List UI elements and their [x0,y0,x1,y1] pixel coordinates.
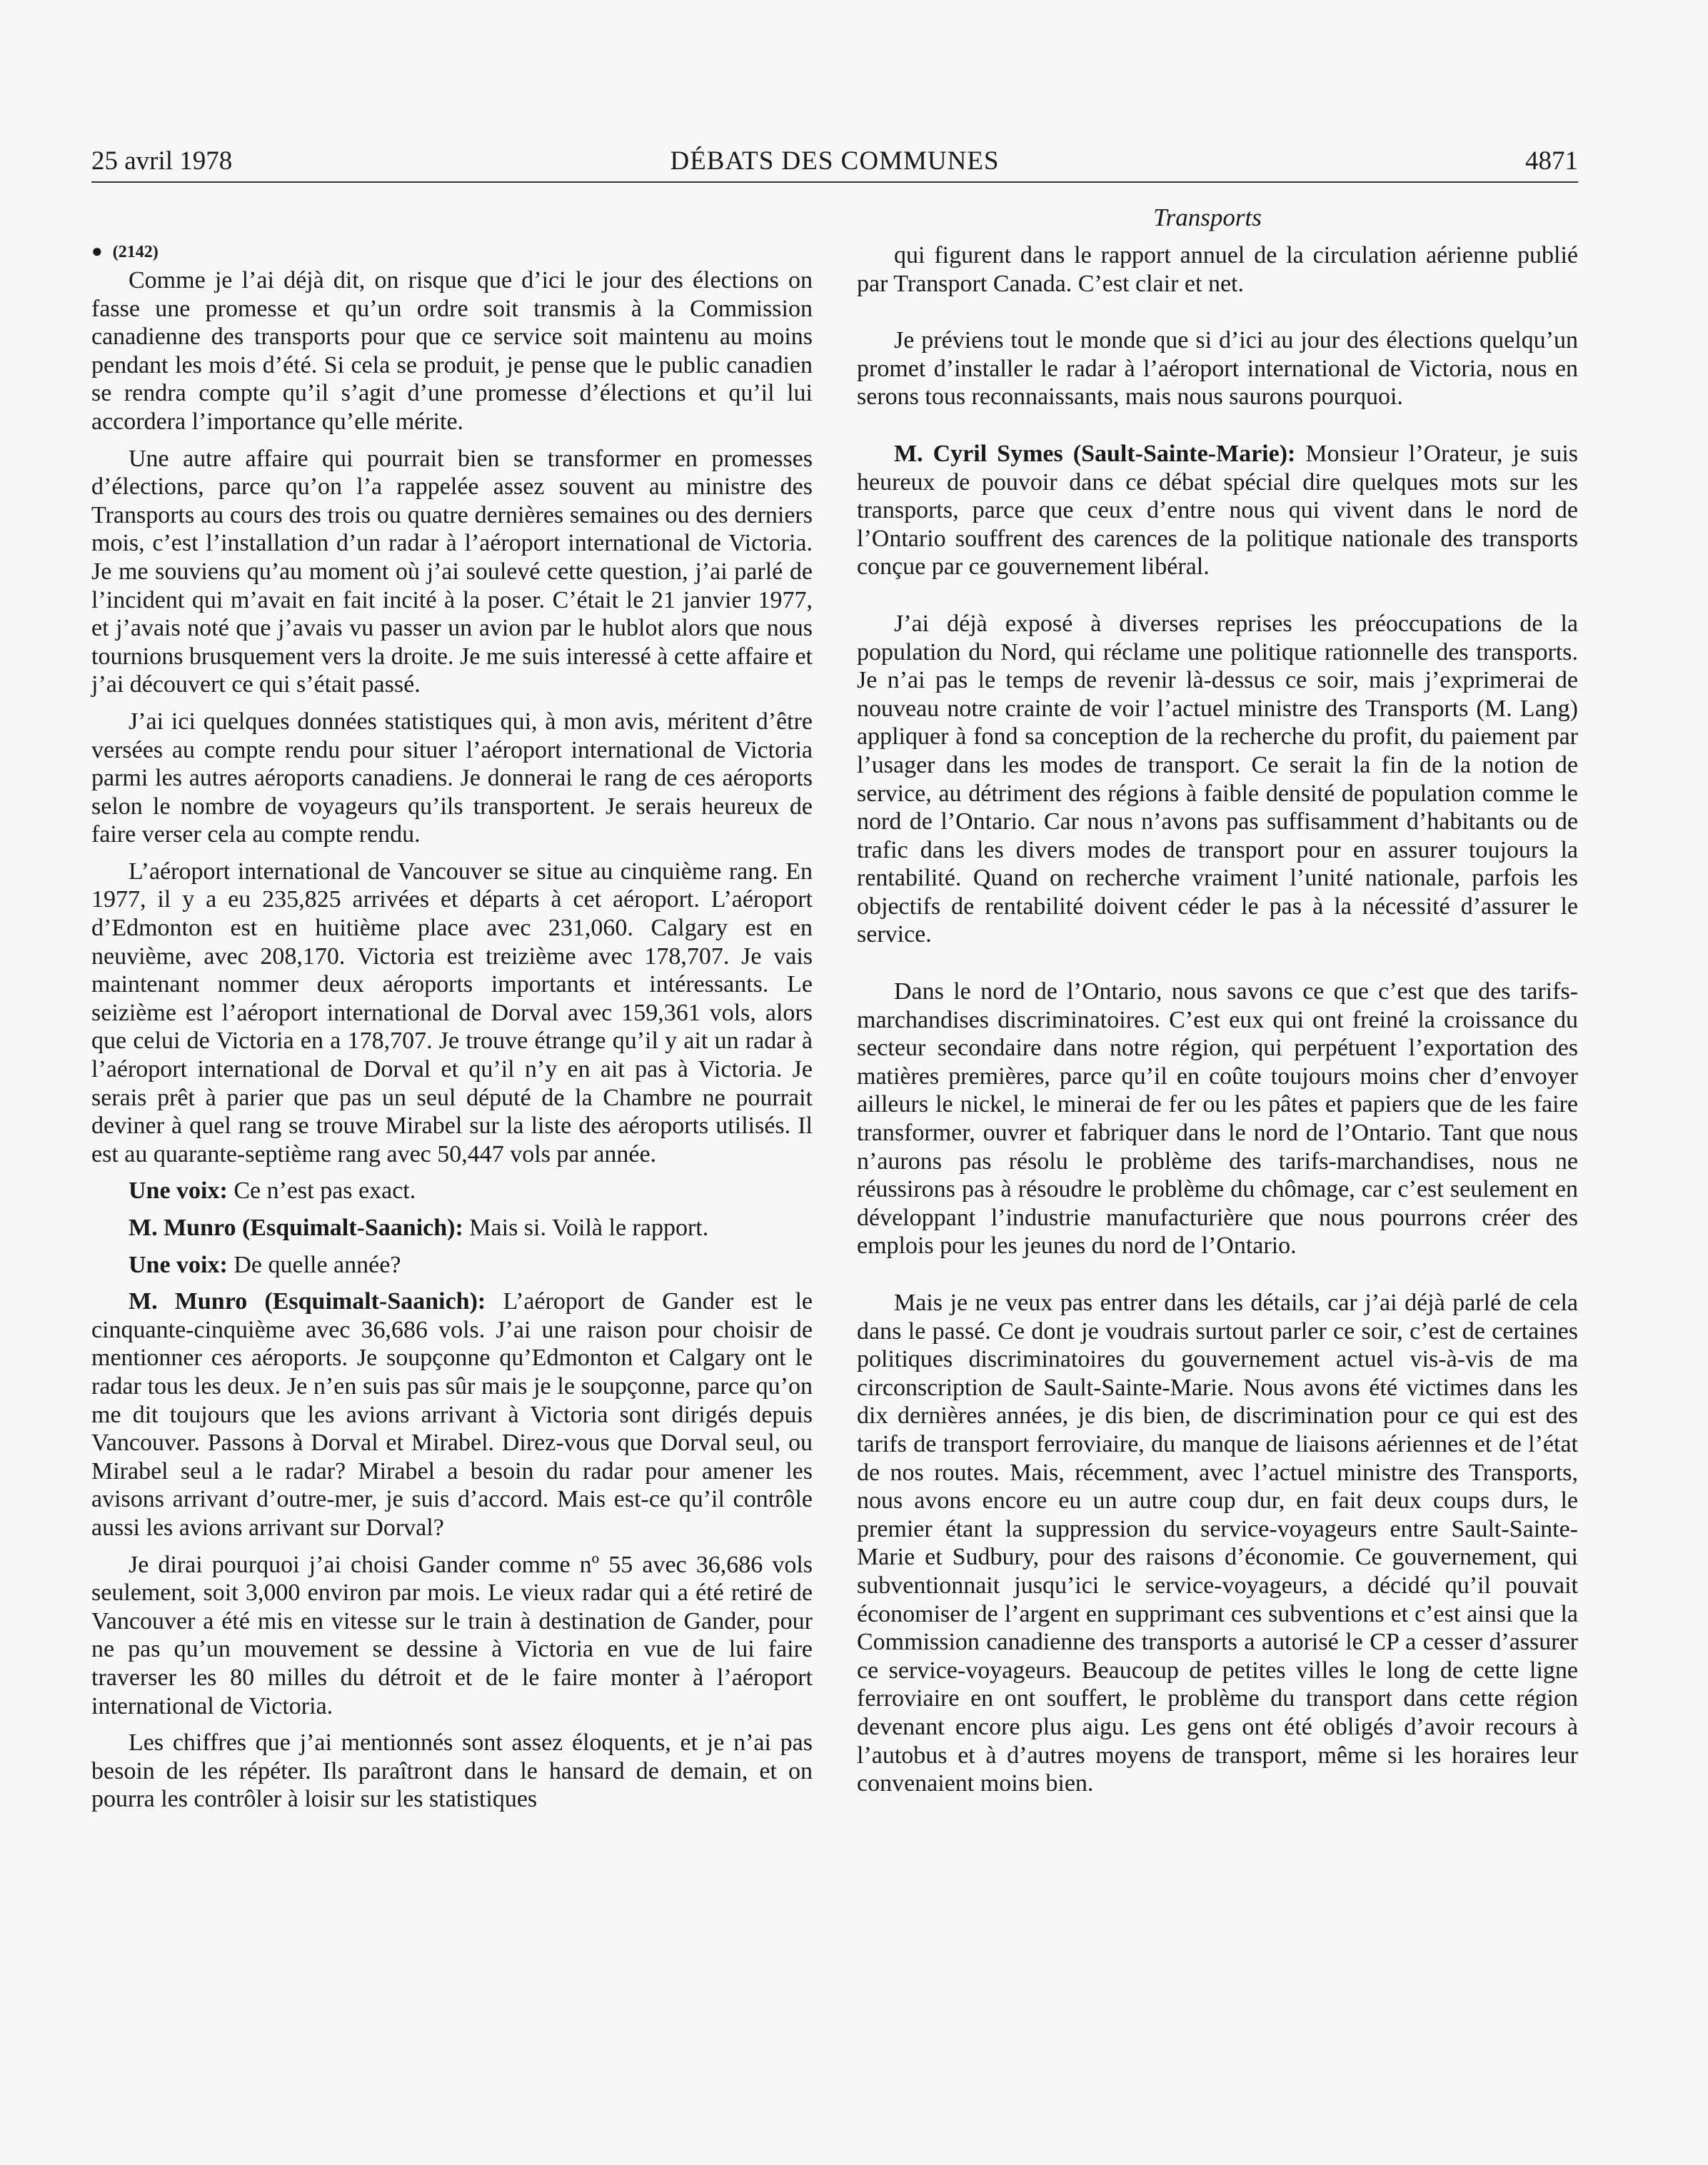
header-rule [91,181,1578,183]
page-header [91,143,1578,180]
bullet-icon: ● [91,241,103,261]
speaker-name: Une voix: [129,1177,228,1205]
header-date: 25 avril 1978 [91,146,233,176]
speech-text: L’aéroport de Gander est le cinquante-cinquième avec 36,686 vols. J’ai une raison pour choisir de mentionner ces aéroports. Je soupçonne qu’Edmonton et Calgary ont le radar tous les deux. Je n’en suis pas sûr mais je le soupçonne, parce qu’on me dit toujours que les avions arrivant à Victoria sont dirigés depuis Vancouver. Passons à Dorval et Mirabel. Direz-vous que Dorval seul, ou Mirabel seul a le radar? Mirabel a besoin du radar pour amener les avisons arrivant d’outre-mer, je suis d’accord. Mais est-ce qu’il contrôle aussi les avions arrivant sur Dorval? [91,1288,813,1541]
header-title: DÉBATS DES COMMUNES [670,146,1000,176]
speech-text: Ce n’est pas exact. [227,1177,416,1205]
paragraph: Les chiffres que j’ai mentionnés sont assez éloquents, et je n’ai pas besoin de les répéter. Ils paraîtront dans le hansard de demain, et on pourra les contrôler à loisir sur les statistiques [91,1729,813,1813]
paragraph [91,1287,813,1542]
paragraph: Une autre affaire qui pourrait bien se transformer en promesses d’élections, parce qu’on l’a rappelée assez souvent au ministre des Transports au cours des trois ou quatre dernières semaines ou des derniers mois, c’est l’installation d’un radar à l’aéroport international de Victoria. Je me souviens qu’au moment où j’ai soulevé cette question, j’ai parlé de l’incident qui m’avait en fait incité à la poser. C’était le 21 janvier 1977, et j’avais noté que j’avais vu passer un avion par le hublot alors que nous tournions brusquement vers la droite. Je me suis interessé à cette affaire et j’ai découvert ce qui s’était passé. [91,445,813,698]
speech-text: Mais si. Voilà le rapport. [463,1215,709,1241]
time-marker [91,240,813,263]
speaker-name: M. Munro (Esquimalt-Saanich): [129,1215,463,1241]
time-stamp: (2142) [112,243,159,261]
section-title: Transports [1153,204,1262,231]
speech-text: Monsieur l’Orateur, je suis heureux de pouvoir dans ce débat spécial dire quelques mots sur les transports, parce que ceux d’entre nous qui vivent dans le nord de l’Ontario souffrent des carences de la politique nationale des transports conçue par ce gouvernement libéral. [857,440,1578,581]
paragraph: L’aéroport international de Vancouver se situe au cinquième rang. En 1977, il y a eu 235,825 arrivées et départs à cet aéroport. L’aéroport d’Edmonton est en huitième place avec 231,060. Calgary est en neuvième, avec 208,170. Victoria est treizième avec 178,707. Je vais maintenant nommer deux aéroports importants et intéressants. Le seizième est l’aéroport international de Dorval avec 159,361 vols, alors que celui de Victoria en a 178,707. Je trouve étrange qu’il y ait un radar à l’aéroport international de Dorval et qu’il n’y en ait pas à Victoria. Je serais prêt à parier que pas un seul député de la Chambre ne pourrait deviner à quel rang se trouve Mirabel sur la liste des aéroports utilisés. Il est au quarante-septième rang avec 50,447 vols par année. [91,858,813,1167]
paragraph: Mais je ne veux pas entrer dans les détails, car j’ai déjà parlé de cela dans le passé. Ce dont je voudrais surtout parler ce soir, c’est de certaines politiques discriminatoires du gouvernement actuel vis-à-vis de ma circonscription de Sault-Sainte-Marie. Nous avons été victimes dans les dix dernières années, je dis bien, de discrimination pour ce qui est des tarifs de transport ferroviaire, du manque de liaisons aériennes et de l’état de nos routes. Mais, récemment, avec l’actuel ministre des Transports, nous avons encore eu un autre coup dur, en fait deux coups durs, le premier étant la suppression du service-voyageurs entre Sault-Sainte-Marie et Sudbury, pour des raisons d’économie. Ce gouvernement, qui subventionnait jusqu’ici le service-voyageurs, a décidé qu’il pouvait économiser de l’argent en supprimant ces subventions et c’est ainsi que la Commission canadienne des transports a autorisé le CP a cesser d’assurer ce service-voyageurs. Beaucoup de petites villes le long de cette ligne ferroviaire en ont souffert, le problème du transport dans cette région devenant encore plus aigu. Les gens ont été obligés d’avoir recours à l’autobus et à d’autres moyens de transport, même si les horaires leur convenaient moins bien. [857,1290,1578,1797]
left-column [91,240,813,1814]
speaker-name: M. Munro (Esquimalt-Saanich): [129,1288,486,1315]
speech-text: De quelle année? [227,1251,401,1278]
paragraph [857,440,1578,581]
paragraph [91,1214,813,1242]
paragraph: J’ai ici quelques données statistiques qui, à mon avis, méritent d’être versées au compte rendu pour situer l’aéroport international de Victoria parmi les autres aéroports canadiens. Je donnerai le rang de ces aéroports selon le nombre de voyageurs qu’ils transportent. Je serais heureux de faire verser cela au compte rendu. [91,708,813,848]
paragraph: Comme je l’ai déjà dit, on risque que d’ici le jour des élections on fasse une promesse et qu’un ordre soit transmis à la Commission canadienne des transports pour que ce service soit maintenu au moins pendant les mois d’été. Si cela se produit, je pense que le public canadien se rendra compte qu’il s’agit d’une promesse d’élections et qu’il lui accordera l’importance qu’elle mérite. [91,267,813,435]
paragraph [91,1177,813,1205]
paragraph: Je dirai pourquoi j’ai choisi Gander comme nº 55 avec 36,686 vols seulement, soit 3,000 environ par mois. Le vieux radar qui a été retiré de Vancouver a été mis en vitesse sur le train à destination de Gander, pour ne pas qu’un mouvement se dessine à Victoria en vue de lui faire traverser les 80 milles du détroit et de le faire monter à l’aéroport international de Victoria. [91,1551,813,1719]
speaker-name: M. Cyril Symes (Sault-Sainte-Marie): [894,440,1296,467]
page-number: 4871 [1525,146,1578,176]
paragraph: J’ai déjà exposé à diverses reprises les préoccupations de la population du Nord, qui réclame une politique rationnelle des transports. Je n’ai pas le temps de revenir là-dessus ce soir, mais j’exprimerai de nouveau notre crainte de voir l’actuel ministre des Transports (M. Lang) appliquer à fond sa conception de la recherche du profit, du paiement par l’usager dans les modes de transport. Ce serait la fin de la notion de service, au détriment des régions à faible densité de population comme le nord de l’Ontario. Car nous n’avons pas suffisamment d’habitants ou de trafic dans les divers modes de transport pour en assurer toujours la rentabilité. Quand on recherche vraiment l’unité nationale, parfois les objectifs de rentabilité doivent céder le pas à la nécessité d’assurer le service. [857,610,1578,948]
paragraph: Dans le nord de l’Ontario, nous savons ce que c’est que des tarifs-marchandises discriminatoires. C’est eux qui ont freiné la croissance du secteur secondaire dans notre région, qui perpétuent l’exportation des matières premières, parce qu’il en coûte toujours moins cher d’envoyer ailleurs le nickel, le minerai de fer ou les pâtes et papiers que de les faire transformer, ouvrer et fabriquer dans le nord de l’Ontario. Tant que nous n’aurons pas résolu le problème des tarifs-marchandises, nous ne réussirons pas à résoudre le problème du chômage, car c’est seulement en développant l’industrie manufacturière que nous pourrons créer des emplois pour les jeunes du nord de l’Ontario. [857,978,1578,1260]
paragraph: Je préviens tout le monde que si d’ici au jour des élections quelqu’un promet d’installer le radar à l’aéroport international de Victoria, nous en serons tous reconnaissants, mais nous saurons pourquoi. [857,327,1578,411]
right-column [857,241,1578,1798]
paragraph: qui figurent dans le rapport annuel de la circulation aérienne publié par Transport Canada. C’est clair et net. [857,242,1578,297]
speaker-name: Une voix: [129,1251,228,1278]
paragraph [91,1251,813,1280]
